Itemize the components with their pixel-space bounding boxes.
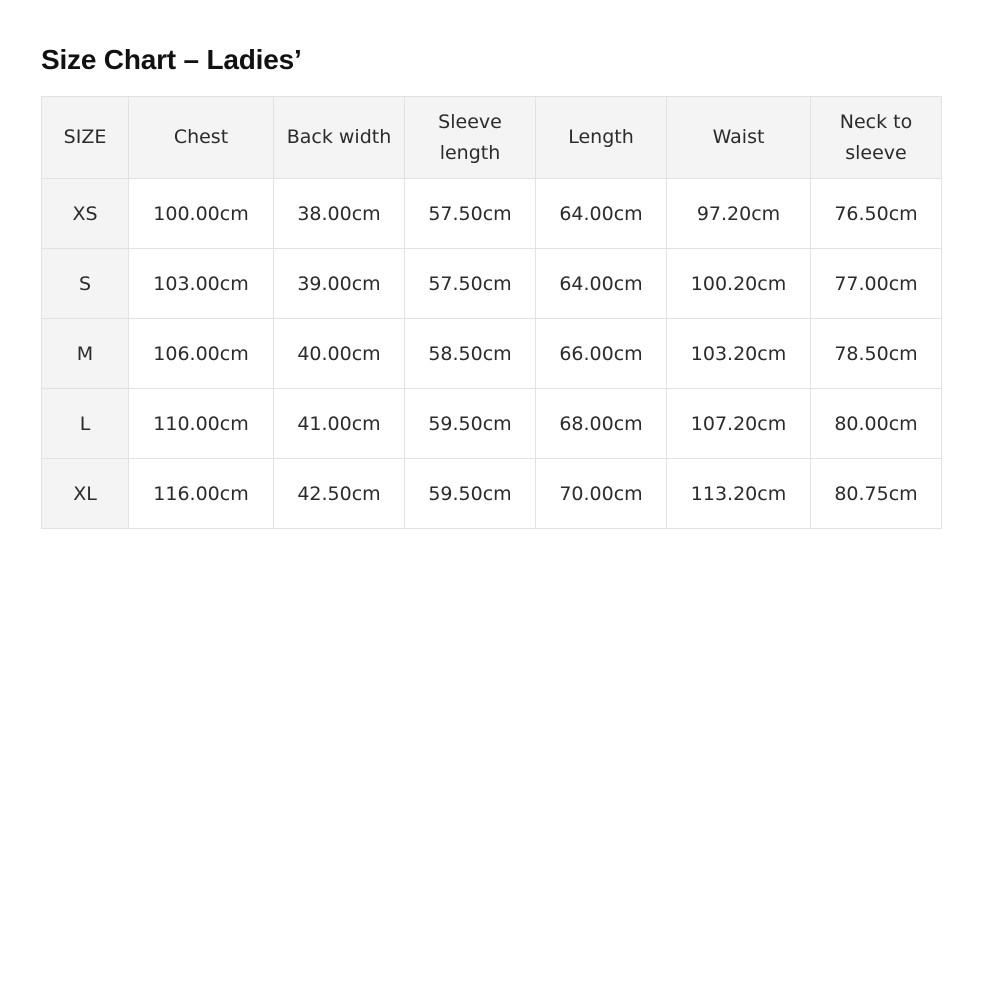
header-waist: Waist — [667, 97, 811, 179]
table-row — [42, 179, 942, 249]
waist-cell: 97.20cm — [667, 179, 811, 249]
table-header — [42, 97, 942, 179]
length-cell: 64.00cm — [536, 249, 667, 319]
header-row — [42, 97, 942, 179]
back-width-cell: 39.00cm — [274, 249, 405, 319]
waist-cell: 100.20cm — [667, 249, 811, 319]
waist-cell: 107.20cm — [667, 389, 811, 459]
chest-cell: 100.00cm — [129, 179, 274, 249]
table-row — [42, 459, 942, 529]
sleeve-length-cell: 59.50cm — [405, 389, 536, 459]
neck-to-sleeve-cell: 76.50cm — [811, 179, 942, 249]
back-width-cell: 40.00cm — [274, 319, 405, 389]
back-width-cell: 42.50cm — [274, 459, 405, 529]
table-row — [42, 319, 942, 389]
chest-cell: 106.00cm — [129, 319, 274, 389]
page-title: Size Chart – Ladies’ — [41, 44, 302, 75]
waist-cell: 103.20cm — [667, 319, 811, 389]
size-cell: XS — [42, 179, 129, 249]
header-sleeve-length: Sleeve length — [405, 97, 536, 179]
table-body — [42, 179, 942, 529]
table-row — [42, 249, 942, 319]
size-chart-table — [41, 96, 942, 529]
table-row — [42, 389, 942, 459]
length-cell: 66.00cm — [536, 319, 667, 389]
size-cell: S — [42, 249, 129, 319]
neck-to-sleeve-cell: 80.00cm — [811, 389, 942, 459]
neck-to-sleeve-cell: 77.00cm — [811, 249, 942, 319]
chest-cell: 103.00cm — [129, 249, 274, 319]
waist-cell: 113.20cm — [667, 459, 811, 529]
size-cell: L — [42, 389, 129, 459]
length-cell: 68.00cm — [536, 389, 667, 459]
sleeve-length-cell: 58.50cm — [405, 319, 536, 389]
sleeve-length-cell: 57.50cm — [405, 179, 536, 249]
sleeve-length-cell: 59.50cm — [405, 459, 536, 529]
neck-to-sleeve-cell: 78.50cm — [811, 319, 942, 389]
size-cell: M — [42, 319, 129, 389]
neck-to-sleeve-cell: 80.75cm — [811, 459, 942, 529]
header-neck-to-sleeve: Neck to sleeve — [811, 97, 942, 179]
header-length: Length — [536, 97, 667, 179]
length-cell: 70.00cm — [536, 459, 667, 529]
back-width-cell: 41.00cm — [274, 389, 405, 459]
size-cell: XL — [42, 459, 129, 529]
header-chest: Chest — [129, 97, 274, 179]
sleeve-length-cell: 57.50cm — [405, 249, 536, 319]
chest-cell: 110.00cm — [129, 389, 274, 459]
header-size: SIZE — [42, 97, 129, 179]
length-cell: 64.00cm — [536, 179, 667, 249]
back-width-cell: 38.00cm — [274, 179, 405, 249]
chest-cell: 116.00cm — [129, 459, 274, 529]
header-back-width: Back width — [274, 97, 405, 179]
